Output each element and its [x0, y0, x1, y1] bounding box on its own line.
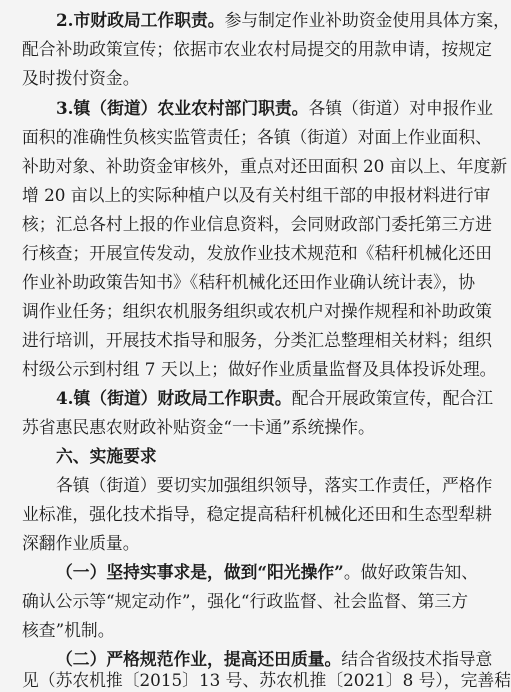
line-text: 深翻作业质量。 [22, 533, 140, 553]
paragraph-line [56, 560, 479, 584]
line-text: 调作业任务；组织农机服务组织或农机户对操作规程和补助政策 [22, 301, 492, 321]
paragraph-line [22, 66, 468, 90]
section-heading: （二）严格规范作业，提高还田质量。 [56, 649, 342, 669]
line-text: 各镇（街道）要切实加强组织领导，落实工作责任，严格作 [56, 475, 493, 495]
line-text: 参与制定作业补助资金使用具体方案， [224, 10, 510, 30]
paragraph-line [22, 125, 492, 149]
section-heading: 4.镇（街道）财政局工作职责。 [56, 388, 292, 408]
paragraph-line [22, 37, 492, 61]
line-text: 见（苏农机推〔2015〕13 号、苏农机推〔2021〕8 号），完善秸 [22, 670, 511, 690]
paragraph-line [22, 270, 476, 294]
line-text: 面积的准确性负核实监管责任；各镇（街道）对面上作业面积、 [22, 127, 492, 147]
line-text: 增 20 亩以上的实际种植户以及有关村组干部的申报材料进行审 [22, 185, 491, 205]
paragraph-line [22, 299, 492, 323]
paragraph-line [22, 183, 491, 207]
paragraph-line [22, 668, 511, 692]
line-text: 及时拨付资金。 [22, 68, 140, 88]
line-text: 配合开展政策宣传，配合江 [291, 388, 494, 408]
paragraph-line [22, 502, 492, 526]
line-text: 核；汇总各村上报的作业信息资料，会同财政部门委托第三方进 [22, 214, 492, 234]
line-text: 结合省级技术指导意 [341, 649, 493, 669]
line-text: 补助对象、补助资金审核外，重点对还田面积 20 亩以上、年度新 [22, 156, 508, 176]
line-text: 。做好政策告知、 [343, 562, 479, 582]
section-heading: 2.市财政局工作职责。 [56, 10, 225, 30]
paragraph-line [22, 357, 497, 381]
paragraph-line [22, 241, 492, 265]
paragraph-line [56, 473, 493, 497]
section-heading: 3.镇（街道）农业农村部门职责。 [56, 98, 309, 118]
paragraph-line [22, 328, 492, 352]
line-text: 核查”机制。 [22, 620, 115, 640]
line-text: 作业补助政策告知书》《秸秆机械化还田作业确认统计表》，协 [22, 272, 476, 292]
line-text: 配合补助政策宣传；依据市农业农村局提交的用款申请，按规定 [22, 39, 492, 59]
line-text: 村级公示到村组 7 天以上；做好作业质量监督及具体投诉处理。 [22, 359, 497, 379]
chapter-heading: 六、实施要求 [56, 446, 157, 466]
line-text: 行核查；开展宣传发动，发放作业技术规范和《秸秆机械化还田 [22, 243, 492, 263]
paragraph-line [22, 154, 508, 178]
paragraph-line [56, 8, 510, 32]
line-text: 业标准，强化技术指导，稳定提高秸秆机械化还田和生态型犁耕 [22, 504, 492, 524]
paragraph-line [22, 531, 468, 555]
line-text: 苏省惠民惠农财政补贴资金“一卡通”系统操作。 [22, 417, 375, 437]
paragraph-line [22, 212, 492, 236]
line-text: 各镇（街道）对申报作业 [308, 98, 494, 118]
section-heading: （一）坚持实事求是，做到“阳光操作” [56, 562, 344, 582]
paragraph-line [22, 415, 468, 439]
line-text: 进行培训，开展技术指导和服务，分类汇总整理相关材料；组织 [22, 330, 492, 350]
paragraph-line [56, 444, 468, 468]
line-text: 确认公示等“规定动作”，强化“行政监督、社会监督、第三方 [22, 591, 468, 611]
paragraph-line [56, 96, 494, 120]
paragraph-line [56, 386, 494, 410]
paragraph-line [22, 589, 468, 613]
paragraph-line [22, 618, 468, 642]
